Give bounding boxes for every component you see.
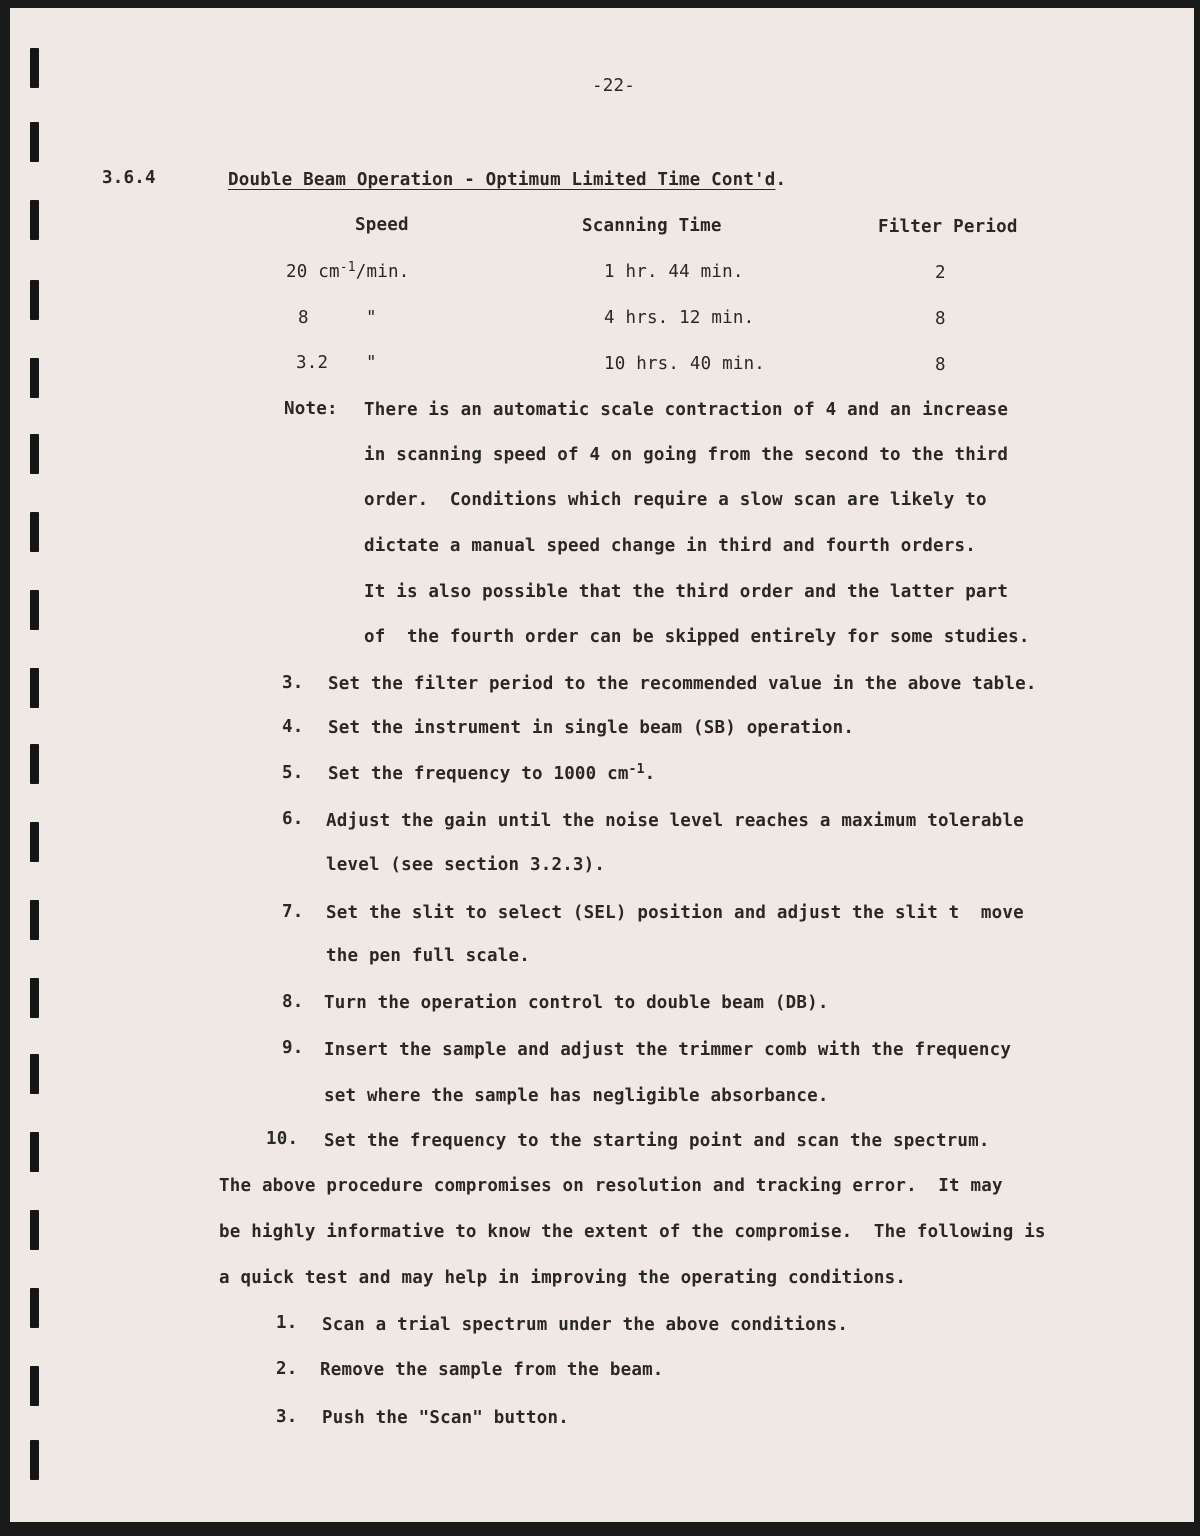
test-step-text: Remove the sample from the beam. — [320, 1360, 664, 1380]
step-number: 4. — [282, 717, 304, 737]
binding-hole — [30, 1366, 39, 1406]
table-row-filter: 8 — [935, 355, 946, 375]
step-number: 6. — [282, 809, 304, 829]
step-number: 3. — [282, 673, 304, 693]
step-number: 5. — [282, 763, 304, 783]
table-row-speed-ditto: " — [366, 353, 377, 373]
binding-hole — [30, 48, 39, 88]
step-text: Insert the sample and adjust the trimmer comb with the frequency — [324, 1040, 1012, 1060]
binding-hole — [30, 200, 39, 240]
step-text: Set the filter period to the recommended value in the above table. — [328, 674, 1037, 694]
section-number: 3.6.4 — [102, 168, 156, 188]
binding-hole — [30, 512, 39, 552]
step-number: 7. — [282, 902, 304, 922]
table-row-time: 10 hrs. 40 min. — [604, 354, 766, 374]
step-superscript: -1 — [628, 762, 645, 777]
table-row-filter: 8 — [935, 309, 946, 329]
note-line: dictate a manual speed change in third and fourth orders. — [364, 536, 976, 556]
section-title-text: Double Beam Operation - Optimum Limited Time Cont'd — [228, 170, 776, 190]
section-title-end: . — [775, 170, 787, 190]
paragraph-line: The above procedure compromises on resolution and tracking error. It may — [219, 1176, 1003, 1196]
binding-hole — [30, 1132, 39, 1172]
step-text: Adjust the gain until the noise level reaches a maximum tolerable — [326, 811, 1024, 831]
speed-unit: /min. — [355, 262, 410, 282]
note-line: in scanning speed of 4 on going from the second to the third — [364, 445, 1009, 465]
binding-hole — [30, 1288, 39, 1328]
step-text: the pen full scale. — [326, 946, 530, 966]
page-number: -22- — [592, 76, 635, 96]
test-step-text: Scan a trial spectrum under the above conditions. — [322, 1315, 849, 1335]
step-text-end: . — [644, 764, 656, 784]
step-number: 10. — [266, 1129, 299, 1149]
table-header-filter-period: Filter Period — [878, 217, 1018, 237]
note-line: order. Conditions which require a slow scan are likely to — [364, 490, 987, 510]
step-text: Set the slit to select (SEL) position and adjust the slit t move — [326, 903, 1024, 923]
speed-superscript: -1 — [339, 260, 356, 275]
test-step-number: 3. — [276, 1407, 298, 1427]
table-row-speed-ditto: " — [366, 308, 377, 328]
binding-hole — [30, 358, 39, 398]
table-row-time: 1 hr. 44 min. — [604, 262, 744, 282]
step-text: Set the instrument in single beam (SB) operation. — [328, 718, 855, 738]
note-label: Note: — [284, 399, 338, 419]
step-text: Set the frequency to the starting point and scan the spectrum. — [324, 1131, 990, 1151]
table-row-speed — [286, 262, 409, 282]
step-number: 8. — [282, 992, 304, 1012]
paragraph-line: a quick test and may help in improving the operating conditions. — [219, 1268, 907, 1288]
binding-hole — [30, 280, 39, 320]
step-number: 9. — [282, 1038, 304, 1058]
binding-hole — [30, 744, 39, 784]
step-text: set where the sample has negligible absorbance. — [324, 1086, 829, 1106]
speed-value: 20 cm — [286, 262, 340, 282]
binding-hole — [30, 822, 39, 862]
binding-hole — [30, 668, 39, 708]
binding-hole — [30, 1440, 39, 1480]
binding-hole — [30, 1210, 39, 1250]
table-header-speed: Speed — [355, 215, 409, 235]
table-header-scanning-time: Scanning Time — [582, 216, 722, 236]
table-row-speed: 3.2 — [296, 353, 329, 373]
binding-hole — [30, 900, 39, 940]
step-text: level (see section 3.2.3). — [326, 855, 606, 875]
table-row-time: 4 hrs. 12 min. — [604, 308, 755, 328]
binding-hole — [30, 590, 39, 630]
binding-hole — [30, 434, 39, 474]
note-line: It is also possible that the third order and the latter part — [364, 582, 1009, 602]
step-text: Turn the operation control to double beam (DB). — [324, 993, 829, 1013]
test-step-number: 2. — [276, 1359, 298, 1379]
note-line: of the fourth order can be skipped entirely for some studies. — [364, 627, 1030, 647]
binding-hole — [30, 1054, 39, 1094]
binding-hole — [30, 122, 39, 162]
paragraph-line: be highly informative to know the extent of the compromise. The following is — [219, 1222, 1046, 1242]
table-row-speed: 8 — [298, 308, 309, 328]
step-text-main: Set the frequency to 1000 cm — [328, 764, 629, 784]
note-line: There is an automatic scale contraction of 4 and an increase — [364, 400, 1009, 420]
test-step-number: 1. — [276, 1313, 298, 1333]
section-title — [228, 170, 786, 190]
step-text — [328, 764, 655, 784]
table-row-filter: 2 — [935, 263, 946, 283]
binding-hole — [30, 978, 39, 1018]
test-step-text: Push the "Scan" button. — [322, 1408, 569, 1428]
